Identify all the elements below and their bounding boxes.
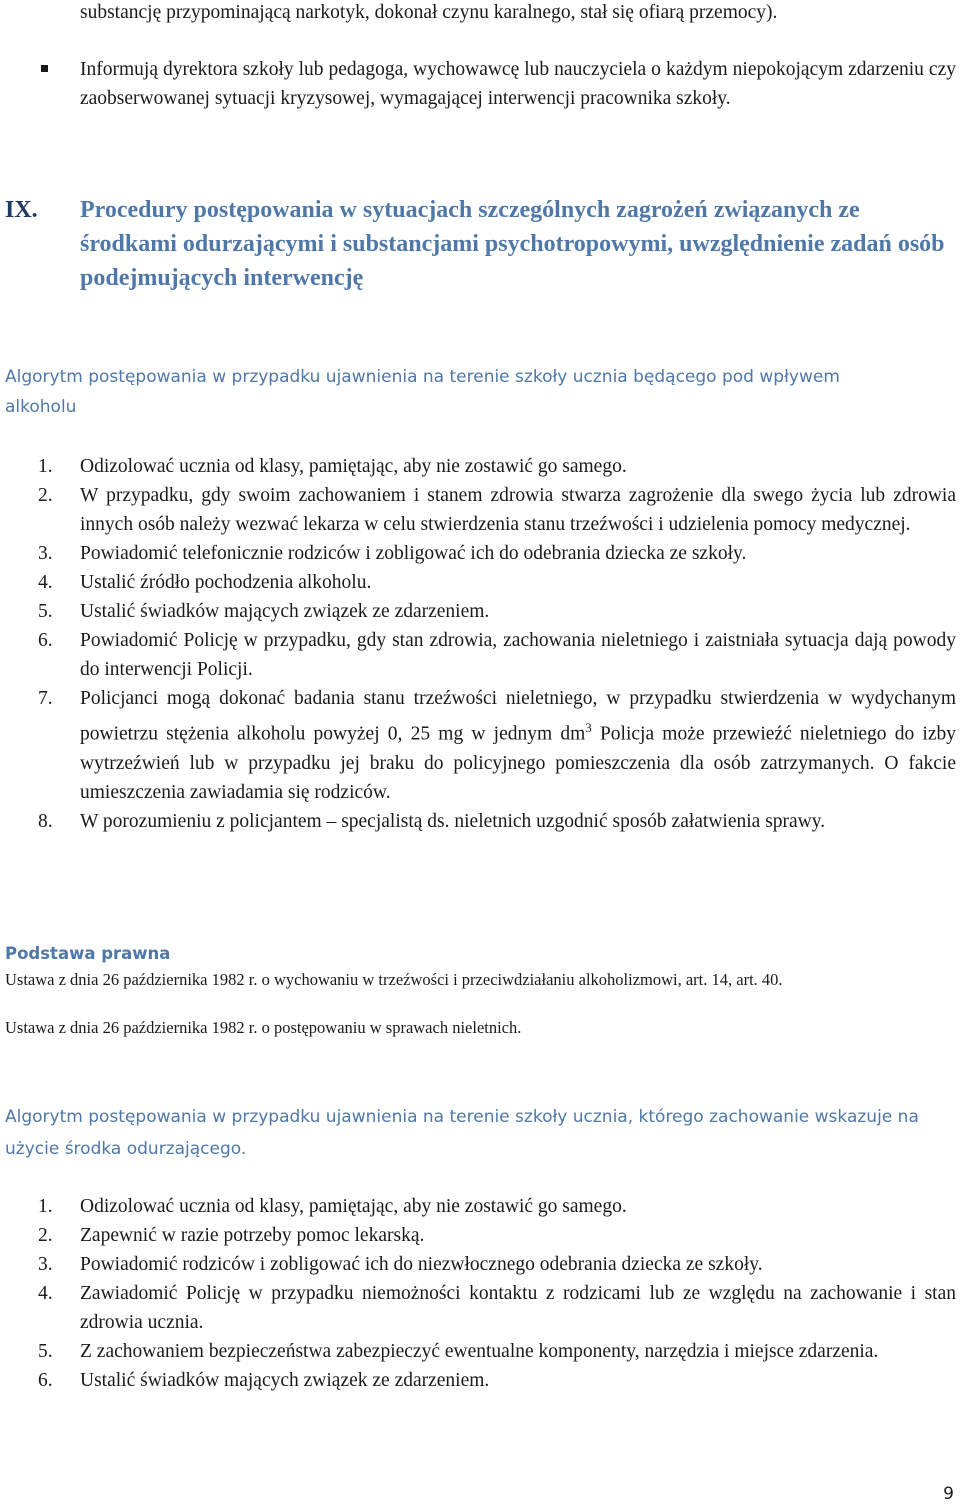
list-item: 5. Ustalić świadków mających związek ze zdarzeniem.	[38, 601, 490, 622]
algorithm-2-list	[38, 1192, 956, 1395]
list-item: 3. Powiadomić telefonicznie rodziców i zobligować ich do odebrania dziecka ze szkoły.	[38, 543, 747, 564]
list-item: 2. W przypadku, gdy swoim zachowaniem i stanem zdrowia stwarza zagrożenie dla swego życia lub zdrowia innych osób należy wezwać lekarza w celu stwierdzenia stanu trzeźwości i udzielenia pomocy medycznej.	[38, 485, 956, 535]
list-item: 6. Ustalić świadków mających związek ze zdarzeniem.	[38, 1370, 490, 1391]
legal-basis-line-1: Ustawa z dnia 26 października 1982 r. o wychowaniu w trzeźwości i przeciwdziałaniu alkoholizmowi, art. 14, art. 40.	[5, 970, 783, 989]
list-item: 8. W porozumieniu z policjantem – specjalistą ds. nieletnich uzgodnić sposób załatwienia sprawy.	[38, 810, 826, 832]
algorithm-1-title: Algorytm postępowania w przypadku ujawnienia na terenie szkoły ucznia będącego pod wpływem alkoholu	[5, 367, 840, 417]
list-item: 4. Ustalić źródło pochodzenia alkoholu.	[38, 572, 372, 593]
section-title: Procedury postępowania w sytuacjach szczególnych zagrożeń związanych ze środkami odurzającymi i substancjami psychotropowymi, uwzględnienie zadań osób podejmujących interwencję	[80, 197, 945, 291]
algorithm-2-title: Algorytm postępowania w przypadku ujawnienia na terenie szkoły ucznia, którego zachowanie wskazuje na użycie środka odurzającego.	[5, 1107, 919, 1159]
list-item: 4. Zawiadomić Policję w przypadku niemożności kontaktu z rodzicami lub ze względu na zachowanie i stan zdrowia ucznia.	[38, 1283, 956, 1333]
list-item: 5. Z zachowaniem bezpieczeństwa zabezpieczyć ewentualne komponenty, narzędzia i miejsce zdarzenia.	[38, 1341, 879, 1362]
bullet-item	[38, 55, 956, 113]
list-item: 1. Odizolować ucznia od klasy, pamiętając, aby nie zostawić go samego.	[38, 456, 627, 477]
bullet-item-text: Informują dyrektora szkoły lub pedagoga, wychowawcę lub nauczyciela o każdym niepokojącym zdarzeniu czy zaobserwowanej sytuacji kryzysowej, wymagającej interwencji pracownika szkoły.	[80, 59, 956, 109]
section-number: IX.	[5, 197, 38, 223]
list-item: 7. Policjanci mogą dokonać badania stanu trzeźwości nieletniego, w przypadku stwierdzenia w wydychanym powietrzu stężenia alkoholu powyżej 0, 25 mg w jednym $dm^3$ Policja może przewieźć nieletniego do izby wytrzeźwień lub w przypadku jej braku do policyjnego pomieszczenia dla osób zatrzymanych. O fakcie umieszczenia zawiadamia się rodziców.	[38, 688, 956, 803]
legal-basis-heading: Podstawa prawna	[5, 944, 171, 963]
list-item: 2. Zapewnić w razie potrzeby pomoc lekarską.	[38, 1225, 425, 1246]
list-item: 1. Odizolować ucznia od klasy, pamiętając, aby nie zostawić go samego.	[38, 1196, 627, 1217]
bullet-list	[38, 55, 956, 113]
page-number: 9	[943, 1484, 954, 1504]
algorithm-1-list	[38, 452, 956, 836]
continuation-paragraph: substancję przypominającą narkotyk, dokonał czynu karalnego, stał się ofiarą przemocy).	[80, 2, 778, 23]
list-item: 3. Powiadomić rodziców i zobligować ich do niezwłocznego odebrania dziecka ze szkoły.	[38, 1254, 763, 1275]
list-item: 6. Powiadomić Policję w przypadku, gdy stan zdrowia, zachowania nieletniego i zaistniała sytuacja dają powody do interwencji Policji.	[38, 630, 956, 680]
square-bullet-icon	[41, 65, 48, 72]
superscript: 3	[585, 720, 592, 735]
legal-basis-line-2: Ustawa z dnia 26 października 1982 r. o postępowaniu w sprawach nieletnich.	[5, 1018, 522, 1037]
